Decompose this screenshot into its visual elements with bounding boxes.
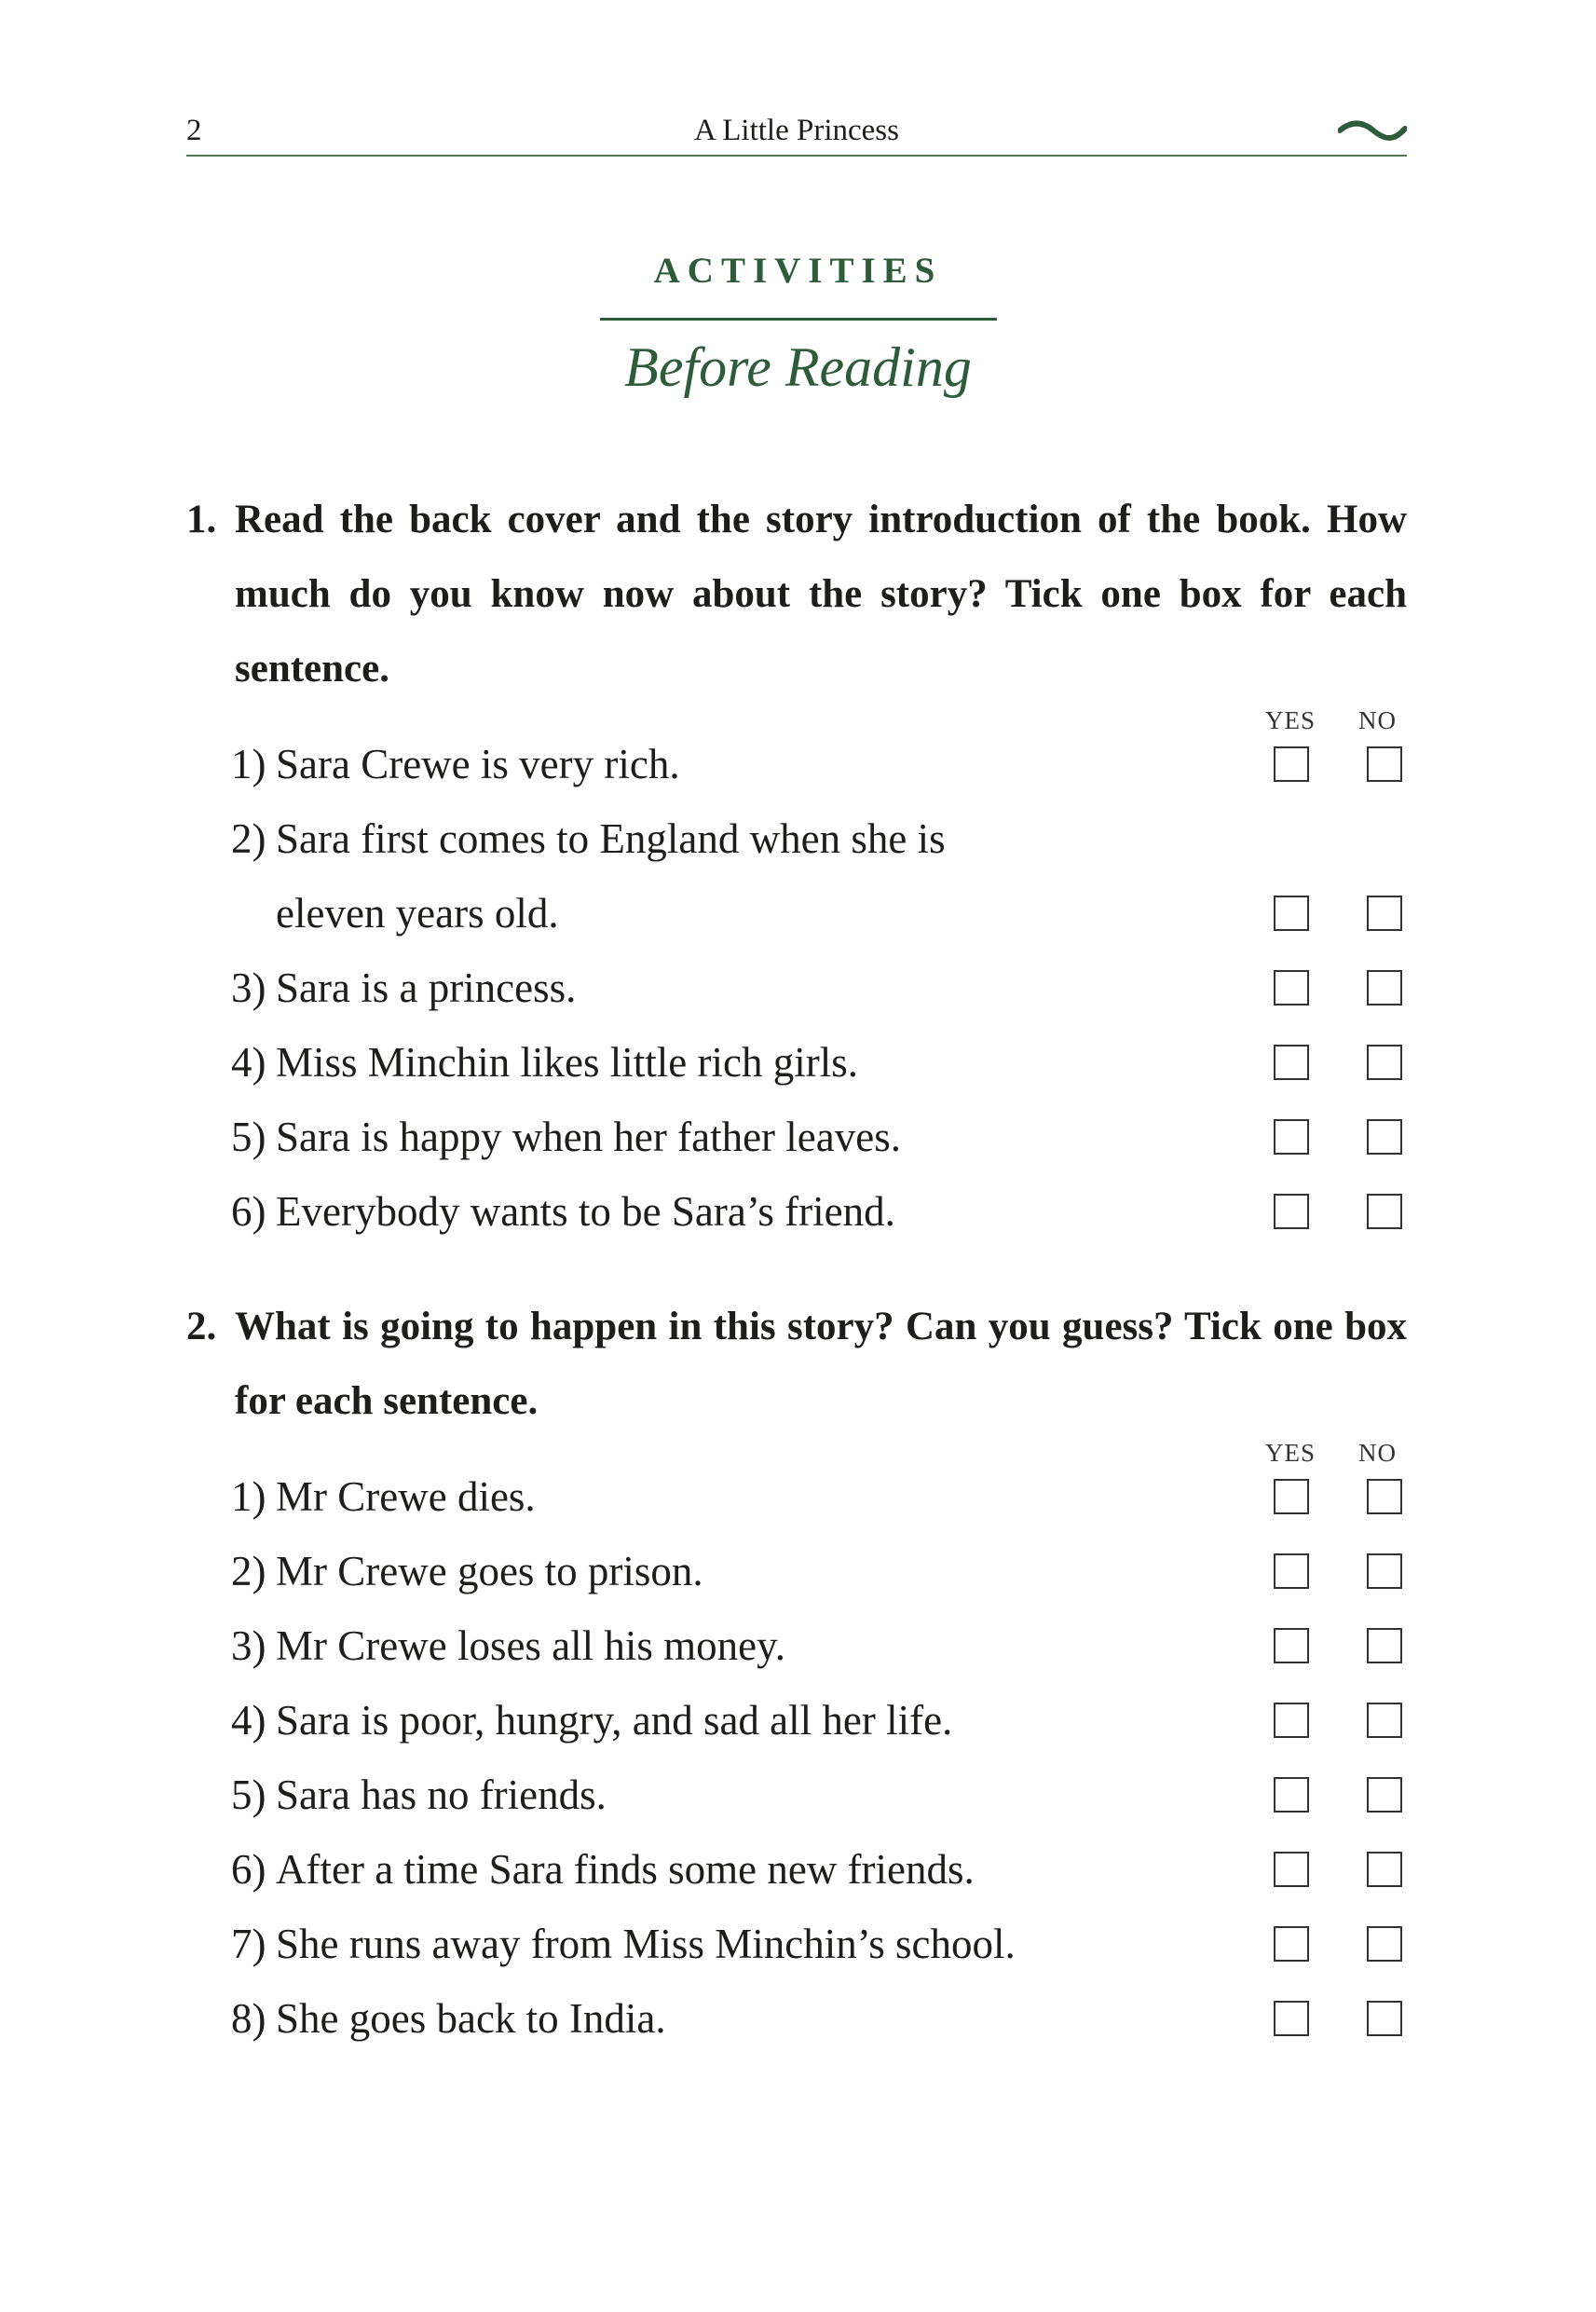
list-item: 2) Mr Crewe goes to prison. bbox=[231, 1548, 703, 1594]
yes-checkbox[interactable] bbox=[1274, 746, 1309, 782]
running-header bbox=[186, 110, 1407, 157]
book-title: A Little Princess bbox=[694, 114, 899, 147]
yes-checkbox[interactable] bbox=[1274, 896, 1309, 931]
list-item: 5) Sara has no friends. bbox=[231, 1772, 607, 1818]
no-checkbox[interactable] bbox=[1367, 1628, 1402, 1663]
no-column-header: NO bbox=[1358, 1439, 1397, 1467]
list-item-continuation: eleven years old. bbox=[276, 890, 559, 937]
no-checkbox[interactable] bbox=[1367, 1194, 1402, 1229]
list-item: 6) After a time Sara finds some new friends. bbox=[231, 1846, 975, 1893]
no-checkbox[interactable] bbox=[1367, 1703, 1402, 1738]
no-checkbox[interactable] bbox=[1367, 1926, 1402, 1962]
yes-checkbox[interactable] bbox=[1274, 1628, 1309, 1663]
list-item: 5) Sara is happy when her father leaves. bbox=[231, 1114, 901, 1160]
no-checkbox[interactable] bbox=[1367, 746, 1402, 782]
yes-checkbox[interactable] bbox=[1274, 1553, 1309, 1589]
heading-divider bbox=[600, 318, 997, 321]
list-item: 3) Mr Crewe loses all his money. bbox=[231, 1622, 785, 1669]
no-checkbox[interactable] bbox=[1367, 1045, 1402, 1080]
yes-checkbox[interactable] bbox=[1274, 1119, 1309, 1155]
yes-checkbox[interactable] bbox=[1274, 970, 1309, 1006]
list-item: 8) She goes back to India. bbox=[231, 1995, 666, 2042]
section-heading: ACTIVITIES bbox=[653, 251, 943, 291]
no-column-header: NO bbox=[1358, 706, 1397, 734]
list-item: 4) Sara is poor, hungry, and sad all her life. bbox=[231, 1697, 953, 1744]
exercise-1-prompt bbox=[186, 483, 1407, 706]
swash-ornament-icon bbox=[1338, 117, 1407, 145]
subheading: Before Reading bbox=[624, 336, 972, 398]
no-checkbox[interactable] bbox=[1367, 1119, 1402, 1155]
exercise-2-text: What is going to happen in this story? Can you guess? Tick one box for each sentence. bbox=[235, 1305, 1407, 1423]
no-checkbox[interactable] bbox=[1367, 896, 1402, 931]
list-item: 4) Miss Minchin likes little rich girls. bbox=[231, 1039, 858, 1086]
list-item: 7) She runs away from Miss Minchin’s school. bbox=[231, 1921, 1016, 1967]
yes-checkbox[interactable] bbox=[1274, 1777, 1309, 1813]
no-checkbox[interactable] bbox=[1367, 970, 1402, 1006]
exercise-1-number: 1. bbox=[186, 498, 217, 541]
exercise-2-prompt bbox=[186, 1290, 1407, 1439]
no-checkbox[interactable] bbox=[1367, 1479, 1402, 1514]
no-checkbox[interactable] bbox=[1367, 2001, 1402, 2036]
yes-checkbox[interactable] bbox=[1274, 1926, 1309, 1962]
yes-checkbox[interactable] bbox=[1274, 1479, 1309, 1514]
list-item: 3) Sara is a princess. bbox=[231, 964, 577, 1011]
yes-column-header: YES bbox=[1265, 1439, 1316, 1467]
list-item: 1) Sara Crewe is very rich. bbox=[231, 741, 680, 787]
page-number: 2 bbox=[186, 114, 202, 147]
no-checkbox[interactable] bbox=[1367, 1777, 1402, 1813]
yes-checkbox[interactable] bbox=[1274, 1703, 1309, 1738]
no-checkbox[interactable] bbox=[1367, 1553, 1402, 1589]
exercise-2-number: 2. bbox=[186, 1305, 217, 1348]
yes-column-header: YES bbox=[1265, 706, 1316, 734]
list-item: 1) Mr Crewe dies. bbox=[231, 1473, 536, 1520]
yes-checkbox[interactable] bbox=[1274, 1852, 1309, 1887]
list-item: 6) Everybody wants to be Sara’s friend. bbox=[231, 1188, 895, 1235]
yes-checkbox[interactable] bbox=[1274, 1194, 1309, 1229]
exercise-1-text: Read the back cover and the story introduction of the book. How much do you know now about the story? Tick one box for each sentence. bbox=[235, 498, 1407, 691]
yes-checkbox[interactable] bbox=[1274, 1045, 1309, 1080]
yes-checkbox[interactable] bbox=[1274, 2001, 1309, 2036]
list-item: 2) Sara first comes to England when she is bbox=[231, 815, 946, 862]
no-checkbox[interactable] bbox=[1367, 1852, 1402, 1887]
